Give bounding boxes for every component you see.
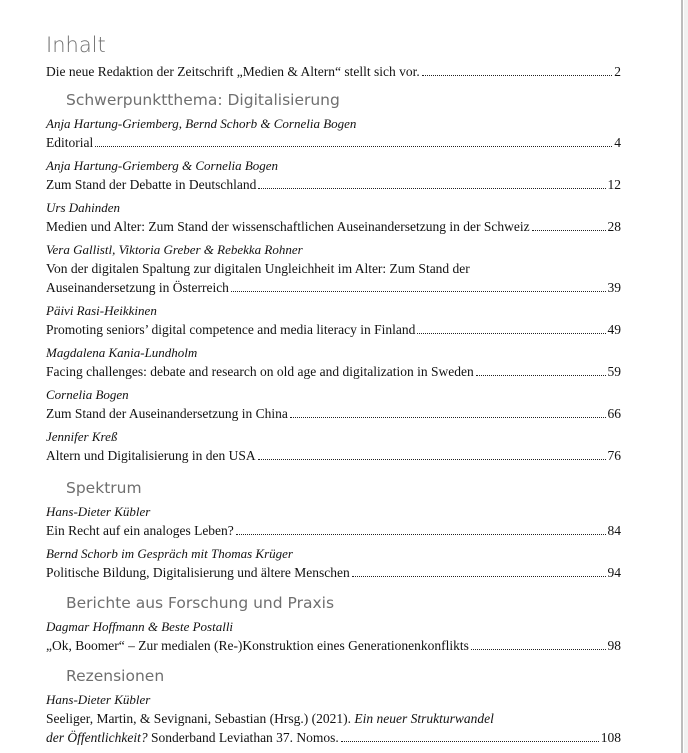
review-citation-rest: Sonderband Leviathan 37. Nomos. <box>147 730 339 745</box>
entry-page: 84 <box>607 523 621 538</box>
entry-title: Promoting seniors’ digital competence and media literacy in Finland <box>46 322 416 337</box>
leader-dots <box>352 576 606 577</box>
leader-dots <box>236 534 606 535</box>
entry-page: 4 <box>614 135 621 150</box>
entry-author: Cornelia Bogen <box>46 387 129 402</box>
toc-entry[interactable] <box>46 114 621 152</box>
leader-dots <box>258 188 605 189</box>
entry-page: 28 <box>607 219 621 234</box>
entry-author: Hans-Dieter Kübler <box>46 504 151 519</box>
page-edge-shadow <box>684 0 688 753</box>
entry-page: 94 <box>607 565 621 580</box>
section-heading: Schwerpunktthema: Digitalisierung <box>66 91 340 109</box>
review-citation-plain: Seeliger, Martin, & Sevignani, Sebastian (Hrsg.) (2021). <box>46 711 355 726</box>
entry-page: 66 <box>607 406 621 421</box>
section-heading: Spektrum <box>66 479 142 497</box>
leader-dots <box>532 230 606 231</box>
entry-page: 2 <box>614 64 621 79</box>
leader-dots <box>290 417 606 418</box>
table-of-contents <box>46 30 621 747</box>
entry-author: Jennifer Kreß <box>46 429 118 444</box>
review-book-title: Ein neuer Strukturwandel <box>354 711 494 726</box>
leader-dots <box>95 146 612 147</box>
entry-title: Die neue Redaktion der Zeitschrift „Medien & Altern“ stellt sich vor. <box>46 64 420 79</box>
entry-title: Altern und Digitalisierung in den USA <box>46 448 256 463</box>
entry-title: Ein Recht auf ein analoges Leben? <box>46 523 234 538</box>
toc-intro-entry[interactable] <box>46 62 621 81</box>
toc-entry[interactable] <box>46 427 621 465</box>
entry-page: 59 <box>607 364 621 379</box>
toc-entry[interactable] <box>46 544 621 582</box>
entry-author: Dagmar Hoffmann & Beste Postalli <box>46 619 234 634</box>
toc-entry[interactable] <box>46 385 621 423</box>
entry-page: 76 <box>607 448 621 463</box>
entry-author: Vera Gallistl, Viktoria Greber & Rebekka Rohner <box>46 242 303 257</box>
entry-page: 108 <box>600 730 621 745</box>
leader-dots <box>231 291 606 292</box>
entry-page: 39 <box>607 280 621 295</box>
leader-dots <box>341 741 599 742</box>
entry-title-line1: Von der digitalen Spaltung zur digitalen Ungleichheit im Alter: Zum Stand der <box>46 261 470 276</box>
toc-entry[interactable] <box>46 617 621 655</box>
entry-author: Bernd Schorb im Gespräch mit Thomas Krüger <box>46 546 293 561</box>
entry-author: Hans-Dieter Kübler <box>46 692 151 707</box>
entry-title: Zum Stand der Auseinandersetzung in China <box>46 406 288 421</box>
entry-title-line2: Auseinandersetzung in Österreich <box>46 280 229 295</box>
entry-title-line2 <box>46 728 339 747</box>
entry-title: „Ok, Boomer“ – Zur medialen (Re-)Konstruktion eines Generationenkonflikts <box>46 638 469 653</box>
entry-author: Magdalena Kania-Lundholm <box>46 345 198 360</box>
entry-page: 49 <box>607 322 621 337</box>
entry-author: Päivi Rasi-Heikkinen <box>46 303 157 318</box>
leader-dots <box>476 375 606 376</box>
leader-dots <box>258 459 606 460</box>
leader-dots <box>417 333 605 334</box>
section-heading: Rezensionen <box>66 667 165 685</box>
entry-title: Zum Stand der Debatte in Deutschland <box>46 177 257 192</box>
toc-entry[interactable] <box>46 156 621 194</box>
toc-entry[interactable] <box>46 343 621 381</box>
leader-dots <box>422 75 612 76</box>
toc-entry[interactable] <box>46 198 621 236</box>
entry-author: Anja Hartung-Griemberg & Cornelia Bogen <box>46 158 279 173</box>
toc-entry[interactable] <box>46 690 621 747</box>
toc-entry[interactable] <box>46 240 621 297</box>
entry-title: Editorial <box>46 135 94 150</box>
leader-dots <box>471 649 606 650</box>
review-book-title-cont: der Öffentlichkeit? <box>46 730 148 745</box>
section-heading: Berichte aus Forschung und Praxis <box>66 594 335 612</box>
page-edge <box>681 0 683 753</box>
entry-author: Anja Hartung-Griemberg, Bernd Schorb & Cornelia Bogen <box>46 116 357 131</box>
entry-author: Urs Dahinden <box>46 200 121 215</box>
entry-title: Medien und Alter: Zum Stand der wissenschaftlichen Auseinandersetzung in der Schweiz <box>46 219 530 234</box>
entry-page: 12 <box>607 177 621 192</box>
entry-page: 98 <box>607 638 621 653</box>
entry-title: Facing challenges: debate and research on old age and digitalization in Sweden <box>46 364 474 379</box>
entry-title-line1 <box>46 709 621 728</box>
entry-title: Politische Bildung, Digitalisierung und ältere Menschen <box>46 565 350 580</box>
toc-entry[interactable] <box>46 502 621 540</box>
page-title: Inhalt <box>46 33 106 57</box>
toc-entry[interactable] <box>46 301 621 339</box>
